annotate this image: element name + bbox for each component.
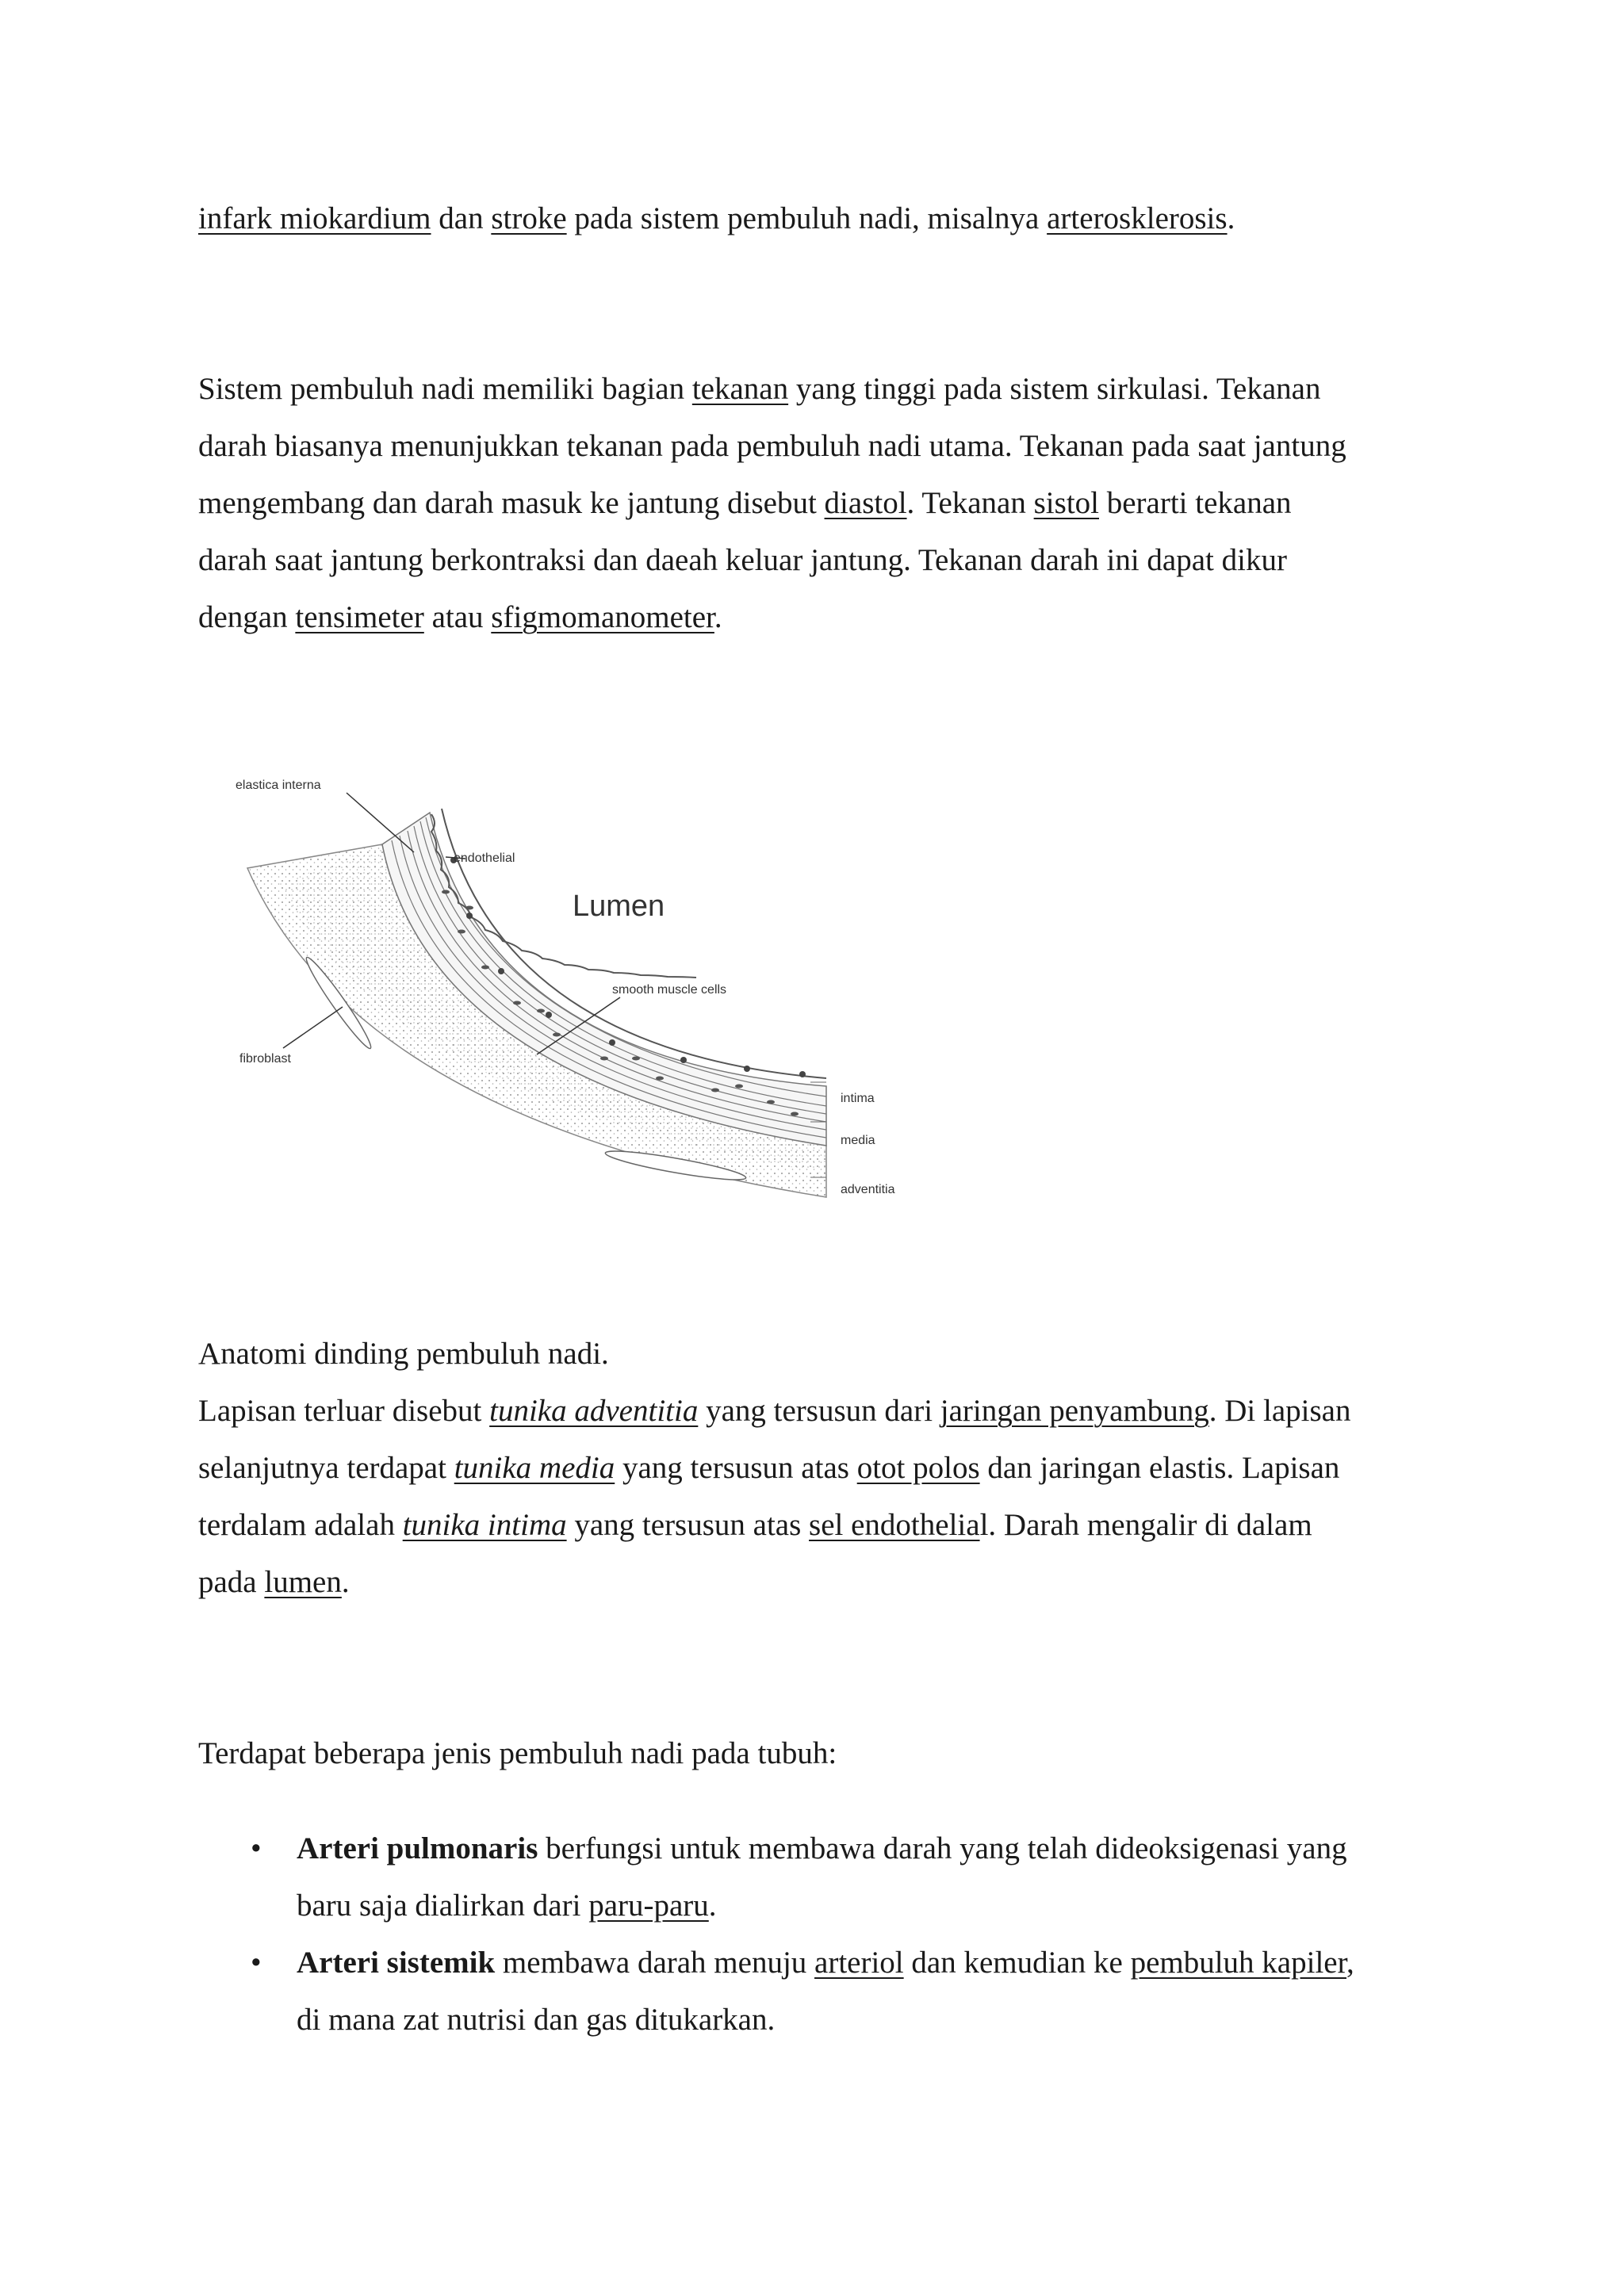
link-tunika-intima[interactable]: tunika intima (402, 1508, 567, 1542)
text: , (1346, 1946, 1354, 1980)
list-item-2-line-1 (297, 1934, 1354, 1992)
label-fibroblast: fibroblast (239, 1052, 291, 1066)
link-arteriol[interactable]: arteriol (814, 1946, 904, 1980)
link-arterosklerosis[interactable]: arterosklerosis (1047, 201, 1228, 235)
label-intima: intima (841, 1092, 875, 1105)
paragraph-2-line-4 (198, 1554, 350, 1611)
text: yang tersusun atas (615, 1451, 857, 1485)
text: dan (431, 201, 492, 235)
text: terdalam adalah (198, 1508, 403, 1542)
bullet-marker: • (251, 1831, 262, 1866)
link-sel-endothelial[interactable]: sel endothelia (809, 1508, 980, 1542)
paragraph-2-line-3 (198, 1497, 1312, 1554)
bullet-marker: • (251, 1946, 262, 1980)
label-smooth-muscle-cells: smooth muscle cells (612, 983, 727, 997)
text: . (341, 1565, 350, 1599)
text: . (714, 600, 722, 634)
paragraph-2-line-2 (198, 1440, 1339, 1497)
list-item-2-line-2: di mana zat nutrisi dan gas ditukarkan. (297, 2003, 776, 2037)
text: yang tinggi pada sistem sirkulasi. Tekanan (788, 372, 1321, 406)
text: dan kemudian ke (903, 1946, 1131, 1980)
artery-wall-diagram (224, 765, 914, 1241)
link-tunika-adventitia[interactable]: tunika adventitia (489, 1394, 699, 1428)
link-tekanan[interactable]: tekanan (691, 372, 789, 406)
link-diastol[interactable]: diastol (824, 486, 907, 520)
link-otot-polos[interactable]: otot polos (856, 1451, 980, 1485)
text: yang tersusun atas (566, 1508, 810, 1542)
text: pada sistem pembuluh nadi, misalnya (566, 201, 1048, 235)
figure-caption: Anatomi dinding pembuluh nadi. (198, 1337, 609, 1371)
list-item-1-line-1 (297, 1820, 1347, 1877)
list-item-1-line-2 (297, 1877, 717, 1934)
text: . (1227, 201, 1235, 235)
paragraph-1-line-4: darah saat jantung berkontraksi dan daeah keluar jantung. Tekanan darah ini dapat dikur (198, 543, 1287, 577)
fibroblast-leader (283, 1007, 343, 1048)
link-tunika-media[interactable]: tunika media (454, 1451, 615, 1485)
paragraph-2-line-1 (198, 1383, 1350, 1440)
link-lumen[interactable]: lumen (264, 1565, 342, 1599)
label-adventitia: adventitia (841, 1183, 895, 1196)
text: l. Darah mengalir di dalam (979, 1508, 1312, 1542)
paragraph-1-line-3 (198, 475, 1292, 532)
text: selanjutnya terdapat (198, 1451, 454, 1485)
text: yang tersusun dari (698, 1394, 940, 1428)
text: pada (198, 1565, 265, 1599)
elastica-leader (347, 793, 414, 852)
text: . Di lapisan (1208, 1394, 1351, 1428)
label-endothelial: endothelial (454, 851, 515, 865)
term-arteri-pulmonaris: Arteri pulmonaris (297, 1831, 538, 1866)
text: . (708, 1888, 717, 1923)
text: membawa darah menuju (495, 1946, 815, 1980)
text: mengembang dan darah masuk ke jantung disebut (198, 486, 825, 520)
link-pembuluh-kapiler[interactable]: pembuluh kapiler (1130, 1946, 1347, 1980)
link-sistol[interactable]: sistol (1033, 486, 1099, 520)
label-media: media (841, 1134, 875, 1147)
link-stroke[interactable]: stroke (491, 201, 567, 235)
text: dengan (198, 600, 296, 634)
text: dan jaringan elastis. Lapisan (979, 1451, 1340, 1485)
text: Lapisan terluar disebut (198, 1394, 490, 1428)
text: . Tekanan (906, 486, 1034, 520)
link-sfigmomanometer[interactable]: sfigmomanometer (491, 600, 714, 634)
paragraph-continuation (198, 190, 1235, 247)
text: Sistem pembuluh nadi memiliki bagian (198, 372, 692, 406)
paragraph-1-line-1 (198, 361, 1320, 418)
link-jaringan-penyambung[interactable]: jaringan penyambung (940, 1394, 1209, 1428)
paragraph-1-line-2: darah biasanya menunjukkan tekanan pada pembuluh nadi utama. Tekanan pada saat jantung (198, 429, 1346, 463)
label-elastica-interna: elastica interna (236, 779, 321, 792)
link-paru-paru[interactable]: paru-paru (588, 1888, 709, 1923)
paragraph-1-line-5 (198, 589, 722, 646)
link-tensimeter[interactable]: tensimeter (295, 600, 424, 634)
list-intro: Terdapat beberapa jenis pembuluh nadi pada tubuh: (198, 1736, 837, 1770)
text: berfungsi untuk membawa darah yang telah dideoksigenasi yang (538, 1831, 1347, 1866)
text: berarti tekanan (1099, 486, 1292, 520)
text: atau (423, 600, 492, 634)
label-lumen: Lumen (573, 890, 665, 923)
link-infark-miokardium[interactable]: infark miokardium (198, 201, 431, 235)
text: baru saja dialirkan dari (297, 1888, 589, 1923)
term-arteri-sistemik: Arteri sistemik (297, 1946, 496, 1980)
